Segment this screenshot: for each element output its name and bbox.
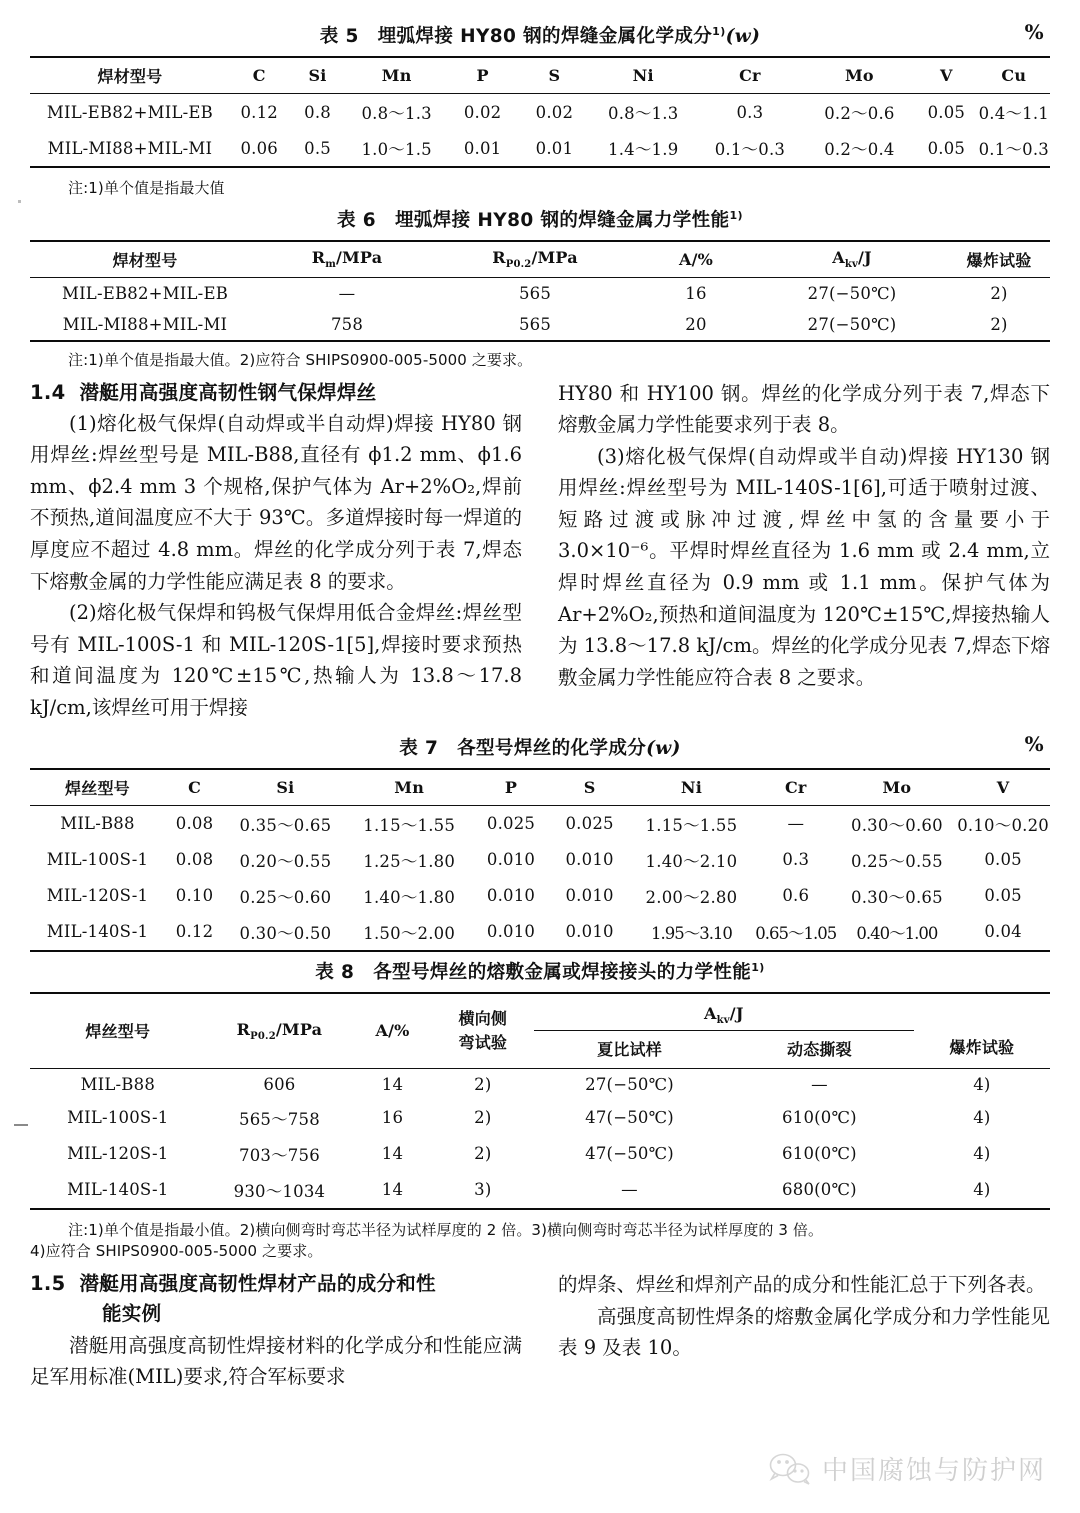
- table8-group-header: $A_{kv}/J$: [534, 993, 914, 1031]
- table6-r0-c4: 27(−50℃): [807, 283, 897, 303]
- paragraph: (2)熔化极气保焊和钨极气保焊用低合金焊丝:焊丝型号有 MIL-100S-1 和 MIL-120S-1[5],焊接时要求预热和道间温度为 120℃±15℃,热输人为 13.8～17.8 kJ/cm,该焊丝可用于焊接: [30, 601, 522, 719]
- table5-caption: [30, 22, 1050, 48]
- table-row: [30, 1172, 1050, 1209]
- table7-r2-c6: 2.00～2.80: [645, 887, 738, 907]
- paragraph: 高强度高韧性焊条的熔敷金属化学成分和力学性能见表 9 及表 10。: [558, 1304, 1050, 1360]
- table7-col-6: Ni: [680, 777, 702, 797]
- table6-r0-c1: —: [338, 283, 356, 303]
- table6-r0-c3: 16: [685, 283, 707, 303]
- table5-caption-tail: (w): [725, 26, 761, 47]
- table8-col-1: $R_{P0.2}$/MPa: [236, 1019, 323, 1042]
- table8-r0-c6: 4): [973, 1074, 991, 1094]
- table7-r1-c1: 0.08: [175, 850, 214, 869]
- table7-r1-c2: 0.20～0.55: [239, 851, 332, 871]
- table7-r0-c0: MIL-B88: [60, 814, 135, 833]
- margin-speck: [18, 200, 21, 203]
- table8-r3-c5: 680(0℃): [782, 1180, 857, 1200]
- table7-r3-c2: 0.30～0.50: [239, 923, 332, 943]
- section-1-5-right-body: [558, 1269, 1050, 1364]
- table7-unit: %: [1024, 731, 1044, 756]
- paragraph: HY80 和 HY100 钢。焊丝的化学成分列于表 7,焊态下熔敷金属力学性能要求列于表 8。: [558, 381, 1050, 437]
- table7-r0-c7: —: [787, 814, 805, 833]
- table5-caption-text: 表 5 埋弧焊接 HY80 钢的焊缝金属化学成分: [319, 26, 713, 47]
- table7-r3-c1: 0.12: [175, 922, 214, 941]
- table8-r3-c4: —: [621, 1180, 638, 1200]
- table-row: [30, 1100, 1050, 1136]
- table5-col-0: 焊材型号: [97, 67, 163, 86]
- table8-header-row-1: [30, 993, 1050, 1031]
- table5-col-6: Ni: [632, 66, 654, 85]
- table7-caption: [30, 731, 1050, 760]
- table8-r2-c4: 47(−50℃): [585, 1144, 674, 1164]
- body-columns-lower: [30, 1269, 1050, 1393]
- table7-col-0: 焊丝型号: [65, 778, 130, 798]
- table8-r0-c2: 14: [381, 1074, 404, 1094]
- left-column-upper: [30, 378, 522, 724]
- table6-r1-c0: MIL-MI88+MIL-MI: [62, 314, 228, 334]
- table8-r1-c2: 16: [381, 1108, 404, 1128]
- table8-r3-c2: 14: [381, 1180, 404, 1200]
- table6-caption-superscript: 1): [729, 208, 743, 222]
- table5-r1-c6: 1.4～1.9: [608, 140, 679, 159]
- table5-r1-c0: MIL-MI88+MIL-MI: [47, 138, 213, 158]
- table-row: [30, 94, 1050, 131]
- table7-col-3: Mn: [394, 777, 425, 797]
- table-row: [30, 805, 1050, 842]
- table5-r0-c1: 0.12: [240, 102, 278, 122]
- table6-col-5: 爆炸试验: [966, 250, 1032, 270]
- table6-col-1: $R_m$/MPa: [311, 248, 383, 271]
- table6-col-4: $A_{kv}/J$: [832, 248, 872, 271]
- table8-r3-c1: 930～1034: [233, 1181, 326, 1201]
- table8-r3-c6: 4): [973, 1180, 991, 1200]
- table6-header-row: [30, 241, 1050, 278]
- table5-r0-c5: 0.02: [535, 102, 574, 122]
- table8-caption-text: 表 8 各型号焊丝的熔敷金属或焊接接头的力学性能: [315, 961, 752, 983]
- paragraph: (1)熔化极气保焊(自动焊或半自动焊)焊接 HY80 钢用焊丝:焊丝型号是 MIL-B88,直径有 ϕ1.2 mm、ϕ1.6 mm、ϕ2.4 mm 3 个规格,保护气体为 Ar+2%O₂,焊前不预热,道间温度应不大于 93℃。多道焊接时每一焊道的厚度应不超过 4.8 mm。焊丝的化学成分列于表 7,焊态下熔敷金属的力学性能应满足表 8 的要求。: [30, 411, 522, 593]
- table-row: [30, 277, 1050, 309]
- section-1-4-heading: [30, 378, 522, 408]
- section-1-4-right-body: [558, 378, 1050, 694]
- table5-col-2: Si: [308, 66, 327, 85]
- section-1-5-title-line1: 潜艇用高强度高韧性焊材产品的成分和性: [79, 1272, 436, 1296]
- table7-r2-c8: 0.30～0.65: [851, 887, 943, 907]
- table7-r1-c7: 0.3: [782, 850, 810, 869]
- table8-r2-c2: 14: [381, 1144, 404, 1164]
- table6-col-0: 焊材型号: [112, 250, 178, 270]
- table6-caption-text: 表 6 埋弧焊接 HY80 钢的焊缝金属力学性能: [337, 209, 730, 231]
- table7-col-4: P: [504, 777, 518, 797]
- paragraph: (3)熔化极气保焊(自动焊或半自动)焊接 HY130 钢用焊丝:焊丝型号为 MIL-140S-1[6],可适于喷射过渡、短路过渡或脉冲过渡,焊丝中氢的含量要小于 3.0×10⁻⁶。平焊时焊丝直径为 1.6 mm 或 2.4 mm,立焊时焊丝直径为 0.9 mm 或 1.1 mm。保护气体为 Ar+2%O₂,预热和道间温度为 120℃±15℃,焊接热输人为 13.8～17.8 kJ/cm。焊丝的化学成分见表 7,焊态下熔敷金属力学性能应符合表 8 之要求。: [558, 444, 1050, 689]
- table6-r1-c3: 20: [685, 314, 707, 334]
- table5-r0-c4: 0.02: [463, 102, 502, 122]
- table6-caption: [30, 206, 1050, 232]
- table8-r2-c3: 2): [474, 1144, 492, 1164]
- table5-header-row: [30, 57, 1050, 94]
- table8-r1-c0: MIL-100S-1: [67, 1108, 169, 1128]
- table7-r0-c3: 1.15～1.55: [363, 815, 456, 835]
- section-1-4-title: 潜艇用高强度高韧性钢气保焊焊丝: [79, 380, 377, 404]
- table5-r1-c9: 0.05: [927, 138, 966, 158]
- table-row: [30, 914, 1050, 951]
- table8-r2-c5: 610(0℃): [782, 1144, 857, 1164]
- table7-r2-c0: MIL-120S-1: [46, 886, 149, 905]
- table5-r1-c10: 0.1～0.3: [978, 140, 1049, 159]
- table6-r0-c5: 2): [990, 283, 1008, 303]
- table8-r0-c5: —: [811, 1074, 828, 1094]
- table8-col-3-line2: 弯试验: [458, 1032, 508, 1052]
- table8-r1-c5: 610(0℃): [782, 1108, 857, 1128]
- table5-r1-c4: 0.01: [463, 138, 502, 158]
- table6-r1-c5: 2): [990, 314, 1008, 334]
- table5-r0-c3: 0.8～1.3: [361, 104, 432, 123]
- table7-r0-c6: 1.15～1.55: [645, 815, 738, 835]
- table-row: [30, 878, 1050, 914]
- table5-col-4: P: [476, 66, 489, 85]
- table8-r0-c0: MIL-B88: [80, 1074, 156, 1094]
- table5-r0-c8: 0.2～0.6: [824, 104, 895, 123]
- table-row: [30, 1068, 1050, 1100]
- table7-r0-c4: 0.025: [486, 814, 536, 833]
- table8-r0-c4: 27(−50℃): [585, 1074, 674, 1094]
- table7-col-5: S: [583, 777, 596, 797]
- table-row: [30, 1136, 1050, 1172]
- table7-col-2: Si: [276, 777, 295, 797]
- table8-col-3: [432, 993, 534, 1069]
- table8-r1-c6: 4): [973, 1108, 991, 1128]
- table8-r2-c6: 4): [973, 1144, 991, 1164]
- table7-r3-c5: 0.010: [565, 922, 614, 941]
- left-column-lower: [30, 1269, 522, 1393]
- table6-r1-c1: 758: [330, 314, 364, 334]
- table-row: [30, 842, 1050, 878]
- table8-r0-c1: 606: [263, 1074, 296, 1094]
- table7-col-8: Mo: [882, 777, 912, 797]
- table8-r3-c3: 3): [474, 1180, 492, 1200]
- table7-r3-c4: 0.010: [486, 922, 536, 941]
- table5-col-7: Cr: [739, 66, 761, 85]
- section-1-5-title-line2: 能实例: [102, 1302, 162, 1326]
- table8-col-6: 爆炸试验: [949, 1037, 1015, 1057]
- table7-r0-c5: 0.025: [565, 814, 614, 833]
- table8-r2-c1: 703～756: [239, 1145, 320, 1165]
- table8-col-3-line1: 横向侧: [458, 1009, 508, 1029]
- table5-r1-c5: 0.01: [535, 138, 574, 158]
- table7: [30, 768, 1050, 952]
- table7-col-9: V: [996, 777, 1010, 797]
- table7-r3-c7: 0.65～1.05: [755, 923, 837, 943]
- paragraph: 的焊条、焊丝和焊剂产品的成分和性能汇总于下列各表。: [558, 1273, 1046, 1297]
- table8-col-0: 焊丝型号: [85, 1022, 151, 1042]
- table7-r3-c3: 1.50～2.00: [363, 923, 456, 943]
- table-row: [30, 309, 1050, 341]
- table5-col-3: Mn: [381, 66, 412, 85]
- table7-r2-c5: 0.010: [565, 886, 614, 905]
- table7-r0-c1: 0.08: [175, 814, 214, 833]
- table7-header-row: [30, 769, 1050, 806]
- table7-r3-c8: 0.40～1.00: [856, 923, 938, 943]
- wechat-icon: [768, 1452, 812, 1486]
- table8-r0-c3: 2): [474, 1074, 492, 1094]
- table5-r1-c1: 0.06: [240, 138, 278, 158]
- table8-note-line2: 4)应符合 SHIPS0900-005-5000 之要求。: [30, 1242, 323, 1261]
- table7-r0-c8: 0.30～0.60: [851, 815, 943, 835]
- margin-tick-mark: [14, 1124, 28, 1126]
- table6: [30, 240, 1050, 342]
- table6-col-2: $R_{P0.2}$/MPa: [492, 248, 578, 271]
- table8-r1-c4: 47(−50℃): [585, 1108, 674, 1128]
- right-column-lower: [558, 1269, 1050, 1393]
- table7-r0-c9: 0.10～0.20: [957, 815, 1049, 835]
- table5-r0-c0: MIL-EB82+MIL-EB: [46, 102, 213, 122]
- table8-note-line1: 注:1)单个值是指最小值。2)横向侧弯时弯芯半径为试样厚度的 2 倍。3)横向侧弯时弯芯半径为试样厚度的 3 倍。: [68, 1220, 824, 1239]
- table5-col-9: V: [940, 66, 953, 85]
- section-1-5-left-body: [30, 1330, 522, 1393]
- right-column-upper: [558, 378, 1050, 724]
- table8-caption: [30, 958, 1050, 984]
- section-1-5-number: 1.5: [30, 1272, 66, 1296]
- table5-col-5: S: [548, 66, 561, 85]
- table8-caption-superscript: 1): [751, 960, 765, 974]
- table6-col-3: A/%: [678, 249, 714, 269]
- table5-r0-c2: 0.8: [304, 102, 331, 122]
- table8-subcol-0: 夏比试样: [597, 1039, 662, 1059]
- table5-col-1: C: [252, 66, 266, 85]
- table5-note: 注:1)单个值是指最大值: [68, 179, 225, 197]
- table5-unit: %: [1024, 20, 1044, 44]
- table5-col-10: Cu: [1001, 66, 1027, 85]
- table5-r1-c2: 0.5: [304, 138, 331, 158]
- table8-r1-c3: 2): [474, 1108, 492, 1128]
- table7-r1-c9: 0.05: [984, 850, 1022, 869]
- table7-col-7: Cr: [785, 777, 807, 797]
- table7-r3-c6: 1.95～3.10: [650, 923, 732, 943]
- body-columns-upper: [30, 378, 1050, 724]
- table8-r2-c0: MIL-120S-1: [67, 1144, 169, 1164]
- table6-r1-c4: 27(−50℃): [807, 314, 897, 334]
- section-1-4-left-body: [30, 408, 522, 724]
- watermark-text: 中国腐蚀与防护网: [821, 1456, 1046, 1486]
- table5: [30, 56, 1050, 168]
- table7-r1-c3: 1.25～1.80: [363, 851, 456, 871]
- table5-r0-c10: 0.4～1.1: [978, 104, 1049, 123]
- table5-r1-c3: 1.0～1.5: [361, 140, 432, 159]
- table7-r1-c5: 0.010: [565, 850, 614, 869]
- table7-r1-c8: 0.25～0.55: [851, 851, 943, 871]
- section-1-4-number: 1.4: [30, 380, 66, 404]
- table8-subcol-1: 动态撕裂: [787, 1039, 852, 1059]
- table5-r0-c6: 0.8～1.3: [608, 104, 679, 123]
- table-row: [30, 130, 1050, 167]
- table7-r1-c4: 0.010: [486, 850, 536, 869]
- table5-caption-superscript: 1): [712, 24, 726, 38]
- table6-r0-c0: MIL-EB82+MIL-EB: [61, 283, 229, 303]
- table5-r0-c7: 0.3: [736, 102, 764, 122]
- table8-r1-c1: 565～758: [239, 1109, 320, 1129]
- table6-r1-c2: 565: [518, 314, 552, 334]
- table7-r0-c2: 0.35～0.65: [239, 815, 332, 835]
- table7-col-1: C: [188, 777, 202, 797]
- table6-r0-c2: 565: [518, 283, 552, 303]
- table8-r3-c0: MIL-140S-1: [67, 1180, 169, 1200]
- watermark: [768, 1450, 1046, 1487]
- table7-r3-c0: MIL-140S-1: [46, 922, 149, 941]
- table7-r2-c3: 1.40～1.80: [363, 887, 456, 907]
- table7-caption-tail: (w): [646, 737, 681, 759]
- table5-col-8: Mo: [845, 66, 874, 85]
- table5-r0-c9: 0.05: [927, 102, 966, 122]
- table7-caption-text: 表 7 各型号焊丝的化学成分: [399, 737, 647, 759]
- table7-r1-c0: MIL-100S-1: [46, 850, 149, 869]
- paragraph: 潜艇用高强度高韧性焊接材料的化学成分和性能应满足军用标准(MIL)要求,符合军标要求: [30, 1333, 522, 1389]
- table7-r1-c6: 1.40～2.10: [645, 851, 738, 871]
- section-1-5-heading: [30, 1269, 522, 1329]
- table7-r2-c4: 0.010: [486, 886, 536, 905]
- table5-r1-c8: 0.2～0.4: [824, 140, 895, 159]
- table5-r1-c7: 0.1～0.3: [714, 140, 786, 159]
- table8-col-2: A/%: [375, 1021, 410, 1041]
- table8: [30, 992, 1050, 1210]
- table6-note: 注:1)单个值是指最大值。2)应符合 SHIPS0900-005-5000 之要求。: [68, 350, 533, 369]
- table7-r3-c9: 0.04: [984, 922, 1022, 941]
- table7-r2-c9: 0.05: [984, 886, 1022, 905]
- table7-r2-c2: 0.25～0.60: [239, 887, 332, 907]
- table7-r2-c1: 0.10: [175, 886, 214, 905]
- table7-r2-c7: 0.6: [782, 886, 810, 905]
